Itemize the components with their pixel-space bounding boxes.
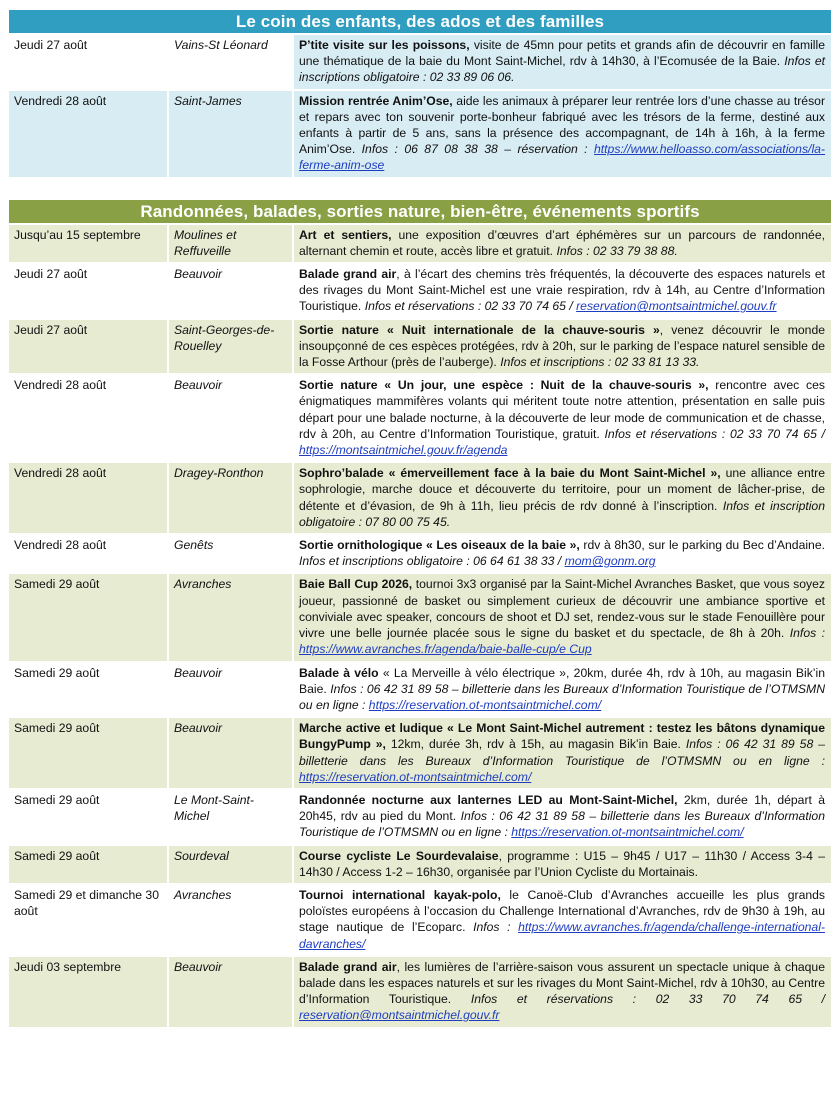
event-title: Balade grand air xyxy=(299,267,397,282)
event-text: tournoi 3x3 organisé par la Saint-Michel Avranches Basket, que vous soyez joueur, passionné de basket ou simplement curieux de découvrir une ambiance sportive et conviviale avec speaker, concours de shoot et DJ set, rendez-vous sur le stade Fenouillère pour vivre une belle journée placée sous le signe du basket et du spectacle, de 8h à 20h. xyxy=(299,577,825,641)
event-text: aide les animaux à préparer leur rentrée lors d’une chasse au trésor et repars avec ton souvenir porte-bonheur fabriqué avec les trésors de la ferme, destiné aux enfants à partir de 5 ans, sans la présence des accompagnant, de 14h à 16h, à la ferme Anim’Ose. xyxy=(299,93,825,157)
event-text: « La Merveille à vélo électrique », 20km, durée 4h, rdv à 10h, au magasin Bik’in Baie. xyxy=(299,665,825,696)
event-date: Jeudi 27 août xyxy=(9,320,169,374)
event-info: Infos : 02 33 79 38 88. xyxy=(556,243,678,258)
event-row xyxy=(9,223,831,262)
event-link[interactable]: https://www.avranches.fr/agenda/challenge-international-davranches/ xyxy=(299,920,825,951)
event-date: Jusqu’au 15 septembre xyxy=(9,225,169,262)
event-info: Infos et réservations : 02 33 70 74 65 / xyxy=(364,299,577,314)
event-info: Infos et inscriptions obligatoire : 02 33 89 06 06. xyxy=(299,54,825,85)
event-row xyxy=(9,844,831,883)
event-row xyxy=(9,262,831,318)
event-title: Randonnée nocturne aux lanternes LED au Mont-Saint-Michel, xyxy=(299,792,678,807)
event-text: , les lumières de l’arrière-saison vous assurent un spectacle unique à chaque balade dans les espaces naturels et sur les rivages du Mont Saint-Michel, rdv à 10h30, au Centre d’Information Touristique. xyxy=(299,959,825,1007)
event-link[interactable]: https://reservation.ot-montsaintmichel.com/ xyxy=(368,697,602,712)
event-text: visite de 45mn pour petits et grands afin de découvrir en famille une thématique de la baie du Mont Saint-Michel, rdv à 14h30, à l’Ecomusée de la Baie. xyxy=(299,38,825,69)
event-link[interactable]: mom@gonm.org xyxy=(564,554,656,569)
event-title: Marche active et ludique « Le Mont Saint-Michel autrement : testez les bâtons dynamique BungyPump », xyxy=(299,721,825,752)
event-date: Vendredi 28 août xyxy=(9,375,169,461)
event-description xyxy=(294,320,831,374)
section-outdoor xyxy=(9,200,831,1027)
event-place: Beauvoir xyxy=(169,718,294,788)
event-list xyxy=(9,223,831,1027)
event-link[interactable]: https://reservation.ot-montsaintmichel.com/ xyxy=(511,825,744,840)
event-row xyxy=(9,89,831,177)
event-row xyxy=(9,716,831,788)
event-text: , à l’écart des chemins très fréquentés, la découverte des espaces naturels et des rivages du Mont Saint-Michel est une vraie respiration, rdv à 14h, au Centre d’Information Touristique. xyxy=(299,267,825,314)
event-date: Jeudi 03 septembre xyxy=(9,957,169,1027)
event-place: Saint-James xyxy=(169,91,294,177)
event-date: Samedi 29 août xyxy=(9,718,169,788)
event-title: Sortie nature « Un jour, une espèce : Nuit de la chauve-souris », xyxy=(299,378,709,393)
event-text: rdv à 8h30, sur le parking du Bec d’Andaine. xyxy=(579,538,826,553)
event-row xyxy=(9,788,831,844)
event-place: Vains-St Léonard xyxy=(169,35,294,89)
event-title: Tournoi international kayak-polo, xyxy=(299,887,501,902)
event-text: 12km, durée 3h, rdv à 15h, au magasin Bik’in Baie. xyxy=(385,737,686,752)
event-description xyxy=(294,718,831,788)
event-date: Vendredi 28 août xyxy=(9,535,169,572)
event-info: Infos : 06 42 31 89 58 – billetterie dans les Bureaux d’Information Touristique de l’OTMSMN ou en ligne : xyxy=(299,737,825,768)
event-place: Saint-Georges-de-Rouelley xyxy=(169,320,294,374)
section-title: Randonnées, balades, sorties nature, bien-être, événements sportifs xyxy=(9,200,831,223)
event-link[interactable]: https://reservation.ot-montsaintmichel.com/ xyxy=(299,769,532,784)
event-text: le Canoë-Club d’Avranches accueille les plus grands poloïstes européens à l’occasion du Challenge International d’Avranches, rdv de 9h30 à 19h, au stage nautique de l’Ecoparc. xyxy=(299,887,825,935)
event-place: Dragey-Ronthon xyxy=(169,463,294,533)
event-info: Infos et inscriptions : 02 33 81 13 33. xyxy=(500,355,700,370)
event-description xyxy=(294,846,831,883)
event-row xyxy=(9,373,831,461)
event-place: Genêts xyxy=(169,535,294,572)
event-date: Samedi 29 août xyxy=(9,846,169,883)
event-info: Infos : 06 42 31 89 58 – billetterie dans les Bureaux d’Information Touristique de l’OTMSMN ou en ligne : xyxy=(299,681,825,712)
event-description xyxy=(294,790,831,844)
event-list xyxy=(9,33,831,177)
event-title: Balade grand air xyxy=(299,959,397,974)
event-place: Beauvoir xyxy=(169,663,294,717)
event-row xyxy=(9,533,831,572)
event-info: Infos et réservations : 02 33 70 74 65 / xyxy=(604,426,826,441)
event-link[interactable]: https://www.helloasso.com/associations/la-ferme-anim-ose xyxy=(299,142,825,173)
event-description xyxy=(294,91,831,177)
event-description xyxy=(294,463,831,533)
event-row xyxy=(9,883,831,955)
event-row xyxy=(9,572,831,660)
event-description xyxy=(294,375,831,461)
event-description xyxy=(294,225,831,262)
event-info: Infos : 06 42 31 89 58 – billetterie dans les Bureaux d’Information Touristique de l’OTMSMN ou en ligne : xyxy=(299,809,825,840)
event-place: Avranches xyxy=(169,885,294,955)
event-description xyxy=(294,957,831,1027)
event-row xyxy=(9,461,831,533)
section-title: Le coin des enfants, des ados et des familles xyxy=(9,10,831,33)
event-date: Samedi 29 août xyxy=(9,663,169,717)
event-title: Course cycliste Le Sourdevalaise xyxy=(299,848,499,863)
event-place: Le Mont-Saint-Michel xyxy=(169,790,294,844)
event-info: Infos : xyxy=(789,626,826,641)
event-info: Infos et réservations : 02 33 70 74 65 / xyxy=(470,992,826,1007)
section-families xyxy=(9,10,831,177)
event-title: Balade à vélo xyxy=(299,665,379,680)
event-place: Beauvoir xyxy=(169,375,294,461)
event-place: Avranches xyxy=(169,574,294,660)
event-title: Sortie ornithologique « Les oiseaux de la baie », xyxy=(299,538,580,553)
event-link[interactable]: https://montsaintmichel.gouv.fr/agenda xyxy=(299,443,508,458)
event-row xyxy=(9,33,831,89)
event-text: , venez découvrir le monde insoupçonné de ces espèces protégées, rdv à 20h, sur le parking de l’espace naturel sensible de la Fosse Arthour (près de l’auberge). xyxy=(299,322,825,370)
event-title: Sophro’balade « émerveillement face à la baie du Mont Saint-Michel », xyxy=(299,466,721,481)
event-description xyxy=(294,264,831,318)
event-link[interactable]: reservation@montsaintmichel.gouv.fr xyxy=(299,1008,500,1023)
event-info: Infos et inscription obligatoire : 07 80 00 75 45. xyxy=(299,498,825,529)
event-date: Jeudi 27 août xyxy=(9,264,169,318)
event-text: une exposition d’œuvres d’art éphémères sur un parcours de randonnée, alternant chemin et route, accès libre et gratuit. xyxy=(299,227,825,258)
event-date: Vendredi 28 août xyxy=(9,463,169,533)
event-title: Sortie nature « Nuit internationale de la chauve-souris » xyxy=(299,322,660,337)
event-row xyxy=(9,955,831,1027)
event-text: une alliance entre sophrologie, marche douce et découverte du territoire, pour un moment de lâcher-prise, de détente et d’évasion, de 9h à 11h, lieu précis de rdv donné à l’inscription. xyxy=(299,466,826,513)
event-description xyxy=(294,885,831,955)
event-title: Mission rentrée Anim’Ose, xyxy=(299,93,453,108)
event-info: Infos : xyxy=(473,920,519,935)
event-text: 2km, durée 1h, départ à 20h45, rdv au pied du Mont. xyxy=(299,792,825,824)
event-date: Jeudi 27 août xyxy=(9,35,169,89)
event-description xyxy=(294,535,831,572)
event-place: Moulines et Reffuveille xyxy=(169,225,294,262)
event-link[interactable]: reservation@montsaintmichel.gouv.fr xyxy=(576,299,777,314)
event-link[interactable]: https://www.avranches.fr/agenda/baie-balle-cup/e Cup xyxy=(299,642,592,657)
event-info: Infos : 06 87 08 38 38 – réservation : xyxy=(361,142,594,157)
event-info: Infos et inscriptions obligatoire : 06 64 61 38 33 / xyxy=(299,554,565,569)
event-title: Baie Ball Cup 2026, xyxy=(299,577,413,592)
event-title: P’tite visite sur les poissons, xyxy=(299,38,470,52)
event-date: Samedi 29 et dimanche 30 août xyxy=(9,885,169,955)
event-place: Sourdeval xyxy=(169,846,294,883)
event-row xyxy=(9,318,831,374)
event-date: Samedi 29 août xyxy=(9,790,169,844)
event-text: , programme : U15 – 9h45 / U17 – 11h30 / Access 3-4 – 14h30 / Access 1-2 – 16h30, organisée par l’Union Cycliste du Mortainais. xyxy=(299,848,825,879)
event-text: rencontre avec ces énigmatiques mammifères volants qui méritent toute notre attention, présentation en salle puis départ pour une balade nocturne, à la découverte de leur mode de communication et de chasse, rdv à 20h, au Centre d’Information Touristique, gratuit. xyxy=(299,378,825,441)
section-gap xyxy=(0,177,840,200)
event-description xyxy=(294,35,831,89)
event-place: Beauvoir xyxy=(169,264,294,318)
event-date: Vendredi 28 août xyxy=(9,91,169,177)
event-description xyxy=(294,574,831,660)
event-date: Samedi 29 août xyxy=(9,574,169,660)
event-place: Beauvoir xyxy=(169,957,294,1027)
event-description xyxy=(294,663,831,717)
event-title: Art et sentiers, xyxy=(299,227,392,242)
event-row xyxy=(9,661,831,717)
